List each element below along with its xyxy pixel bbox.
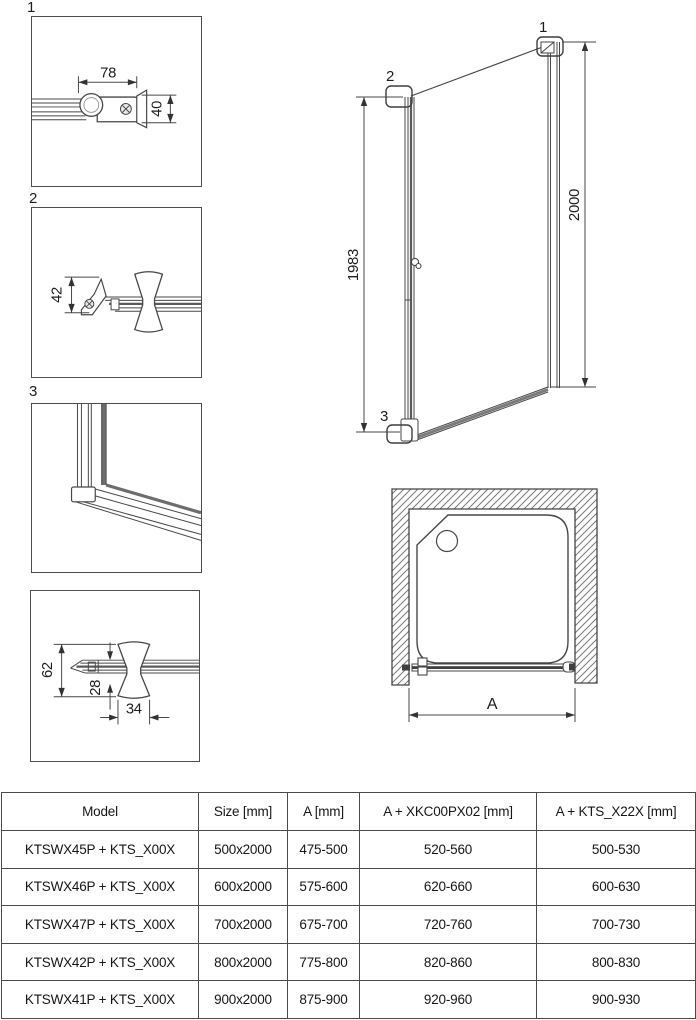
door-profile-left bbox=[405, 97, 414, 440]
bottom-bracket-part bbox=[401, 419, 418, 441]
hinge-plate-bottom bbox=[418, 667, 427, 675]
wall-profile-right bbox=[548, 42, 560, 388]
hinge-plate-top bbox=[418, 658, 427, 666]
dimension-78 bbox=[78, 65, 136, 93]
header-a-xkc00px02: A + XKC00PX02 [mm] bbox=[360, 793, 537, 831]
cell-size: 600x2000 bbox=[199, 868, 288, 906]
table-row bbox=[2, 943, 696, 981]
cell-a-ext1: 620-660 bbox=[360, 868, 537, 906]
top-hinge-detail-drawing bbox=[32, 17, 201, 186]
wall-anchor bbox=[402, 665, 410, 671]
shower-tray-plan-drawing bbox=[380, 478, 696, 745]
cell-model: KTSWX45P + KTS_X00X bbox=[2, 831, 199, 869]
cell-model: KTSWX46P + KTS_X00X bbox=[2, 868, 199, 906]
cell-model: KTSWX41P + KTS_X00X bbox=[2, 981, 199, 1019]
detail-3-label: 3 bbox=[29, 383, 38, 400]
dimension-28 bbox=[88, 642, 113, 709]
dim-78-label: 78 bbox=[100, 65, 117, 82]
dim-40-label: 40 bbox=[149, 100, 166, 117]
cell-size: 800x2000 bbox=[199, 943, 288, 981]
callout-boxes bbox=[386, 37, 563, 443]
table-row bbox=[2, 831, 696, 869]
dim-28-label: 28 bbox=[88, 679, 105, 696]
detail-box-1 bbox=[31, 16, 202, 187]
bottom-corner-detail-drawing bbox=[32, 404, 201, 572]
dim-62-label: 62 bbox=[39, 662, 56, 679]
foot-bracket bbox=[72, 487, 96, 502]
drain-circle bbox=[437, 531, 458, 552]
cell-a-ext2: 800-830 bbox=[537, 943, 696, 981]
dimension-1983 bbox=[345, 97, 403, 432]
dim-34-label: 34 bbox=[125, 701, 142, 718]
hinge-body bbox=[80, 90, 147, 128]
detail-box-2 bbox=[31, 207, 202, 378]
detail-1-label: 1 bbox=[27, 0, 36, 16]
dim-2000-label: 2000 bbox=[566, 188, 583, 222]
cell-a-ext1: 920-960 bbox=[360, 981, 537, 1019]
cell-a-ext2: 700-730 bbox=[537, 906, 696, 944]
cell-a: 575-600 bbox=[288, 868, 360, 906]
bottom-rail bbox=[414, 387, 548, 441]
detail-box-3 bbox=[31, 403, 202, 573]
elevation-marker-1: 1 bbox=[538, 19, 548, 36]
dimension-A bbox=[409, 688, 575, 722]
cell-model: KTSWX47P + KTS_X00X bbox=[2, 906, 199, 944]
cell-a-ext2: 500-530 bbox=[537, 831, 696, 869]
detail-2-label: 2 bbox=[29, 190, 38, 207]
detail-box-4 bbox=[30, 590, 200, 762]
top-bracket-part bbox=[541, 42, 554, 53]
wall-profile-lines bbox=[32, 99, 86, 120]
header-a-kts-x22x: A + KTS_X22X [mm] bbox=[537, 793, 696, 831]
glass-top-edge bbox=[411, 45, 548, 96]
cell-a-ext1: 820-860 bbox=[360, 943, 537, 981]
cell-size: 900x2000 bbox=[199, 981, 288, 1019]
dim-1983-label: 1983 bbox=[345, 248, 362, 282]
table-row bbox=[2, 981, 696, 1019]
cell-a: 675-700 bbox=[288, 906, 360, 944]
cell-a-ext2: 600-630 bbox=[537, 868, 696, 906]
dimension-2000 bbox=[551, 42, 596, 387]
table-row bbox=[2, 868, 696, 906]
clamp-piece bbox=[111, 299, 119, 310]
cell-a-ext2: 900-930 bbox=[537, 981, 696, 1019]
header-model: Model bbox=[2, 793, 199, 831]
cell-a: 475-500 bbox=[288, 831, 360, 869]
cell-a: 775-800 bbox=[288, 943, 360, 981]
header-size: Size [mm] bbox=[199, 793, 288, 831]
door-elevation-drawing bbox=[344, 15, 696, 470]
cell-a: 875-900 bbox=[288, 981, 360, 1019]
door-knob bbox=[135, 272, 163, 332]
cell-a-ext1: 520-560 bbox=[360, 831, 537, 869]
elevation-marker-3: 3 bbox=[379, 408, 389, 425]
header-a: A [mm] bbox=[288, 793, 360, 831]
dim-A-label: A bbox=[486, 696, 498, 713]
cell-a-ext1: 720-760 bbox=[360, 906, 537, 944]
vertical-profile-lines bbox=[77, 404, 106, 490]
table-header-row bbox=[2, 793, 696, 831]
spec-table bbox=[1, 792, 696, 1019]
wall-bracket-detail-drawing bbox=[32, 208, 201, 377]
door-knob bbox=[411, 258, 421, 268]
cell-size: 700x2000 bbox=[199, 906, 288, 944]
bottom-rail-detail-drawing bbox=[31, 591, 199, 761]
dim-42-label: 42 bbox=[49, 287, 66, 303]
angle-bracket bbox=[81, 279, 106, 315]
cell-model: KTSWX42P + KTS_X00X bbox=[2, 943, 199, 981]
elevation-marker-2: 2 bbox=[385, 68, 395, 85]
cell-size: 500x2000 bbox=[199, 831, 288, 869]
table-row bbox=[2, 906, 696, 944]
